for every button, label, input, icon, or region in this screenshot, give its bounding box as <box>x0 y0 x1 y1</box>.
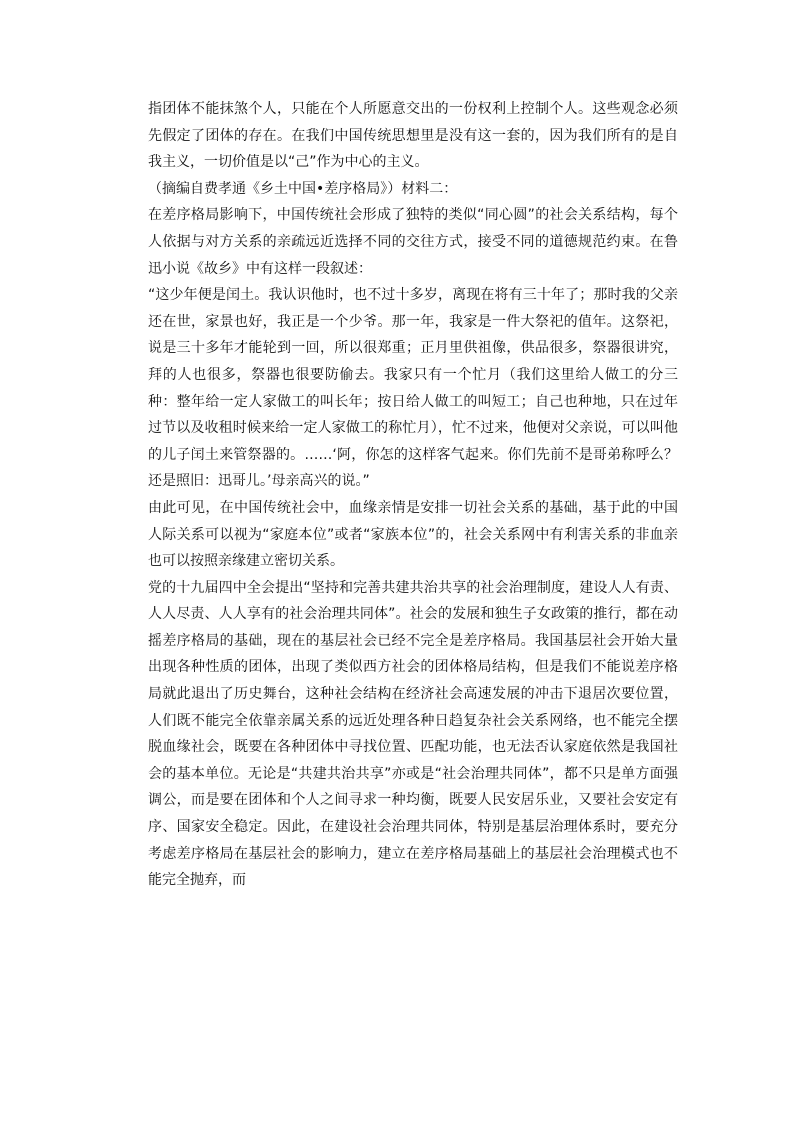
paragraph-kinship-basis: 由此可见，在中国传统社会中，血缘亲情是安排一切社会关系的基础，基于此的中国人际关系可以视为“家庭本位”或者“家族本位”的，社会关系网中有利害关系的非血亲也可以按照亲缘建立密切关系。 <box>148 499 678 570</box>
paragraph-social-governance: 党的十九届四中全会提出“坚持和完善共建共治共享的社会治理制度，建设人人有责、人人尽责、人人享有的社会治理共同体”。社会的发展和独生子女政策的推行，都在动摇差序格局的基础，现在的基层社会已经不完全是差序格局。我国基层社会开始大量出现各种性质的团体，出现了类似西方社会的团体格局结构，但是我们不能说差序格局就此退出了历史舞台，这种社会结构在经济社会高速发展的冲击下退居次要位置，人们既不能完全依靠亲属关系的远近处理各种日趋复杂社会关系网络，也不能完全摆脱血缘社会，既要在各种团体中寻找位置、匹配功能，也无法否认家庭依然是我国社会的基本单位。无论是“共建共治共享”亦或是“社会治理共同体”，都不只是单方面强调公，而是要在团体和个人之间寻求一种均衡，既要人民安居乐业，又要社会安定有序、国家安全稳定。因此，在建设社会治理共同体，特别是基层治理体系时，要充分考虑差序格局在基层社会的影响力，建立在差序格局基础上的基层社会治理模式也不能完全抛弃，而 <box>148 579 678 889</box>
paragraph-group-individual: 指团体不能抹煞个人，只能在个人所愿意交出的一份权利上控制个人。这些观念必须先假定了团体的存在。在我们中国传统思想里是没有这一套的，因为我们所有的是自我主义，一切价值是以“己”作为中心的主义。 <box>148 101 678 171</box>
document-body <box>148 96 678 894</box>
source-citation: （摘编自费孝通《乡土中国•差序格局》）材料二： <box>148 180 458 197</box>
paragraph-hometown-quote: “这少年便是闰土。我认识他时，也不过十多岁，离现在将有三十年了；那时我的父亲还在世，家景也好，我正是一个少爷。那一年，我家是一件大祭祀的值年。这祭祀，说是三十多年才能轮到一回，所以很郑重；正月里供祖像，供品很多，祭器很讲究，拜的人也很多，祭器也很要防偷去。我家只有一个忙月（我们这里给人做工的分三种：整年给一定人家做工的叫长年；按日给人做工的叫短工；自己也种地，只在过年过节以及收租时候来给一定人家做工的称忙月），忙不过来，他便对父亲说，可以叫他的儿子闰土来管祭器的。……‘阿，你怎的这样客气起来。你们先前不是哥弟称呼么？还是照旧：迅哥儿。’母亲高兴的说。” <box>148 287 678 490</box>
paragraph-differential-pattern: 在差序格局影响下，中国传统社会形成了独特的类似“同心圆”的社会关系结构，每个人依据与对方关系的亲疏远近选择不同的交往方式，接受不同的道德规范约束。在鲁迅小说《故乡》中有这样一段叙述： <box>148 207 678 277</box>
